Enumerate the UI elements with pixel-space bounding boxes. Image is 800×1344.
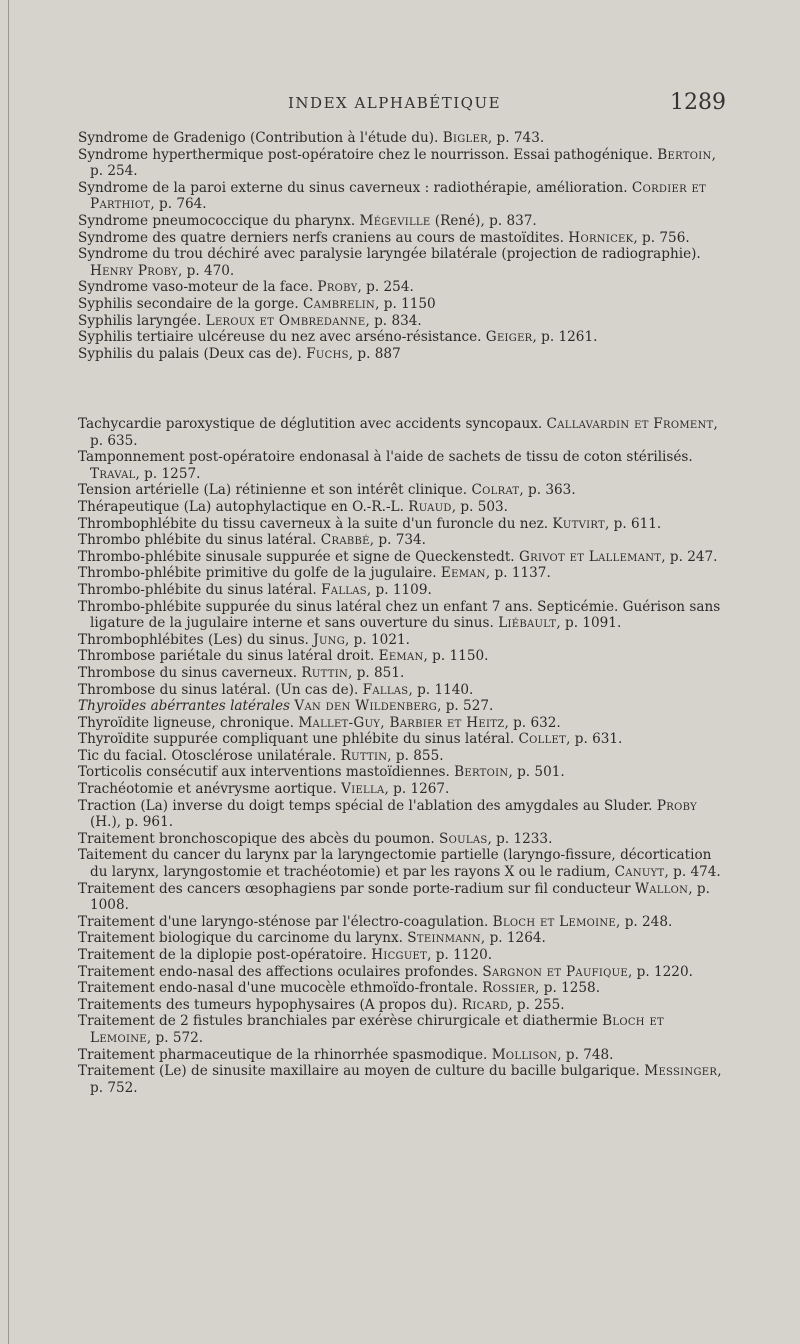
running-title: INDEX ALPHABÉTIQUE (288, 94, 502, 112)
entry-page-ref: , p. 255. (508, 996, 565, 1013)
entry-page-ref: , p. 1021. (345, 631, 410, 648)
index-entry (78, 997, 726, 1014)
entry-page-ref: , p. 752. (90, 1063, 722, 1096)
entry-page-ref: , p. 635. (90, 416, 718, 449)
entry-authors: Proby (317, 279, 358, 296)
index-entry (78, 549, 726, 566)
entry-page-ref: , p. 572. (146, 1029, 204, 1046)
entry-title: Syndrome hyperthermique post-opératoire chez le nourrisson. Essai pathogénique. (78, 146, 653, 163)
entry-title: Syphilis laryngée. (78, 312, 202, 329)
index-entry (78, 798, 726, 831)
entry-title: Thérapeutique (La) autophylactique en O.-R.-L. (78, 498, 404, 515)
entry-authors: Proby (656, 797, 697, 814)
entry-authors: Mallet-Guy, Barbier et Heitz (298, 714, 505, 731)
entry-page-ref: , p. 1267. (384, 781, 450, 798)
entry-title: Tamponnement post-opératoire endonasal à l'aide de sachets de tissu de coton stérilisés. (78, 449, 693, 466)
entry-page-ref: (René), p. 837. (430, 212, 537, 229)
entry-authors: Collet (518, 731, 567, 748)
entry-title: Syndrome vaso-moteur de la face. (78, 279, 314, 296)
entry-page-ref: (H.), p. 961. (90, 814, 174, 831)
entry-authors: Ricard (461, 996, 509, 1013)
entry-page-ref: , p. 1140. (408, 681, 474, 698)
entry-authors: Van den Wildenberg (294, 698, 438, 715)
entry-page-ref: , p. 1150. (423, 648, 489, 665)
entry-page-ref: , p. 1091. (556, 615, 622, 632)
entry-authors: Fuchs (306, 345, 349, 362)
index-entry (78, 764, 726, 781)
entry-authors: Bloch et Lemoine (90, 1013, 665, 1046)
entry-title: Thrombose du sinus latéral. (Un cas de). (78, 681, 359, 698)
entry-page-ref: , p. 834. (365, 312, 422, 329)
entry-page-ref: , p. 363. (519, 482, 576, 499)
entry-page-ref: , p. 734. (369, 532, 427, 549)
entry-page-ref: , p. 855. (387, 747, 444, 764)
entry-authors: Sargnon et Paufique (482, 963, 629, 980)
index-entry (78, 715, 726, 732)
entry-page-ref: , p. 1008. (90, 880, 710, 914)
index-entry (78, 147, 726, 180)
entry-title: Thyroïdite suppurée compliquant une phlébite du sinus latéral. (78, 731, 515, 748)
entry-page-ref: , p. 1137. (485, 565, 551, 582)
index-entry (78, 748, 726, 765)
entry-page-ref: , p. 1264. (480, 930, 546, 947)
entry-title: Tic du facial. Otosclérose unilatérale. (78, 747, 337, 764)
index-entry (78, 346, 726, 363)
entry-page-ref: , p. 254. (90, 146, 716, 180)
entry-authors: Eeman (378, 648, 424, 665)
entry-page-ref: , p. 474. (664, 864, 721, 881)
entry-title: Syphilis tertiaire ulcéreuse du nez avec arséno-résistance. (78, 329, 482, 346)
index-entry (78, 881, 726, 914)
index-entry (78, 781, 726, 798)
index-entry (78, 1013, 726, 1046)
index-entry (78, 499, 726, 516)
entry-authors: Messinger (644, 1063, 718, 1080)
index-entry (78, 1047, 726, 1064)
entry-authors: Fallas (362, 681, 409, 698)
entry-authors: Eeman (440, 565, 486, 582)
entry-title: Syndrome du trou déchiré avec paralysie laryngée bilatérale (projection de radiographie). (78, 246, 701, 263)
entry-page-ref: , p. 527. (437, 698, 494, 715)
index-entry (78, 648, 726, 665)
entry-authors: Fallas (321, 581, 367, 598)
entry-authors: Geiger (485, 329, 533, 346)
page-edge-rule (8, 0, 9, 1344)
index-entry (78, 914, 726, 931)
entry-authors: Callavardin et Froment (546, 416, 714, 432)
entry-authors: Ruttin (340, 747, 388, 764)
index-entry (78, 1063, 726, 1096)
entry-title: Thrombo-phlébite sinusale suppurée et signe de Queckenstedt. (78, 548, 515, 565)
entry-authors: Bertoin (454, 764, 509, 781)
entry-authors: Mollison (491, 1046, 558, 1063)
entry-title: Thyroïdite ligneuse, chronique. (78, 714, 294, 731)
entry-title: Traitement de 2 fistules branchiales par exérèse chirurgicale et diathermie (78, 1013, 598, 1030)
entry-authors: Mégeville (359, 212, 431, 229)
entry-authors: Liébault (498, 615, 557, 632)
entry-page-ref: , p. 611. (604, 515, 662, 532)
index-entry (78, 847, 726, 880)
entry-page-ref: , p. 1257. (135, 465, 201, 482)
entry-authors: Traval (90, 465, 136, 482)
entry-page-ref: , p. 503. (451, 498, 509, 515)
entry-authors: Leroux et Ombredanne (205, 312, 366, 329)
index-entry (78, 296, 726, 313)
entry-title: Traitement endo-nasal des affections oculaires profondes. (78, 963, 478, 980)
index-entry (78, 665, 726, 682)
entry-title: Thrombophlébite du tissu caverneux à la suite d'un furoncle du nez. (78, 515, 549, 532)
index-entry (78, 980, 726, 997)
entry-title: Torticolis consécutif aux interventions mastoïdiennes. (78, 764, 450, 781)
index-entry (78, 731, 726, 748)
entry-title: Syphilis secondaire de la gorge. (78, 295, 299, 312)
page-number: 1289 (670, 90, 726, 115)
entry-page-ref: , p. 632. (504, 714, 561, 731)
entry-authors: Wallon (635, 880, 689, 897)
index-entry (78, 213, 726, 230)
entry-authors: Cordier et Parthiot (90, 179, 707, 213)
entry-title: Traitement bronchoscopique des abcès du poumon. (78, 830, 435, 847)
index-entry (78, 313, 726, 330)
entry-authors: Crabbé (320, 532, 370, 549)
entry-authors: Rossier (482, 980, 536, 997)
entry-authors: Colrat (471, 482, 520, 499)
entry-authors: Kutvirt (552, 515, 605, 532)
entry-authors: Hornicek (568, 229, 634, 246)
entry-title: Traitement de la diplopie post-opératoire. (78, 947, 367, 963)
entry-authors: Ruaud (408, 498, 452, 515)
entry-authors: Soulas (439, 830, 488, 847)
entry-authors: Ruttin (301, 664, 349, 681)
entry-title: Traitement des cancers œsophagiens par sonde porte-radium sur fil conducteur (78, 880, 631, 897)
entry-authors: Grivot et Lallemant (518, 548, 662, 565)
index-entry (78, 930, 726, 947)
index-entry (78, 947, 726, 964)
entry-title: Thrombophlébites (Les) du sinus. (78, 631, 309, 648)
entry-title: Traitement biologique du carcinome du larynx. (78, 930, 403, 947)
entry-title: Traitement endo-nasal d'une mucocèle ethmoïdo-frontale. (78, 980, 478, 997)
entry-authors: Jung (313, 631, 346, 648)
entry-authors: Henry Proby (90, 262, 178, 279)
entry-title: Syndrome de la paroi externe du sinus caverneux : radiothérapie, amélioration. (78, 179, 628, 196)
entry-title: Syndrome pneumococcique du pharynx. (78, 212, 356, 229)
entry-authors: Canuyt (614, 864, 665, 881)
entry-page-ref: , p. 748. (557, 1046, 614, 1063)
entry-page-ref: , p. 851. (348, 664, 405, 681)
index-entry (78, 279, 726, 296)
index-entry (78, 516, 726, 533)
index-entry (78, 230, 726, 247)
entry-title: Thrombose du sinus caverneux. (78, 664, 298, 681)
entry-title: Traction (La) inverse du doigt temps spécial de l'ablation des amygdales au Sluder. (78, 797, 653, 814)
entry-page-ref: , p. 470. (178, 262, 235, 279)
entry-page-ref: , p. 1261. (532, 329, 598, 346)
index-entry (78, 180, 726, 213)
entry-title: Taitement du cancer du larynx par la laryngectomie partielle (laryngo-fissure, décortication du larynx, laryngostomie et trachéotomie) et par les rayons X ou le radium, (78, 847, 712, 881)
entry-page-ref: , p. 501. (508, 764, 565, 781)
entry-page-ref: , p. 887 (348, 345, 401, 362)
entry-title: Traitement (Le) de sinusite maxillaire au moyen de culture du bacille bulgarique. (78, 1063, 640, 1080)
entry-page-ref: , p. 1109. (366, 581, 432, 598)
index-section-t (78, 416, 726, 1096)
index-entry (78, 831, 726, 848)
page-header (0, 90, 800, 120)
entry-title: Tension artérielle (La) rétinienne et son intérêt clinique. (78, 482, 468, 499)
entry-title: Trachéotomie et anévrysme aortique. (78, 781, 337, 798)
entry-page-ref: , p. 756. (633, 229, 690, 246)
entry-title: Thrombose pariétale du sinus latéral droit. (78, 648, 375, 665)
entry-authors: Bloch et Lemoine (492, 913, 617, 930)
index-entry (78, 416, 726, 449)
entry-title: Thrombo-phlébite du sinus latéral. (78, 581, 317, 598)
index-entry (78, 449, 726, 482)
entry-title: Thrombo phlébite du sinus latéral. (78, 532, 317, 549)
entry-page-ref: , p. 1220. (628, 963, 693, 980)
entry-title: Syndrome de Gradenigo (Contribution à l'étude du). (78, 130, 439, 146)
entry-page-ref: , p. 631. (566, 731, 623, 748)
index-entry (78, 599, 726, 632)
entry-title: Tachycardie paroxystique de déglutition avec accidents syncopaux. (78, 416, 543, 432)
entry-title: Thrombo-phlébite primitive du golfe de la jugulaire. (78, 565, 437, 582)
index-entry (78, 582, 726, 599)
entry-title: Traitements des tumeurs hypophysaires (A propos du). (78, 996, 458, 1013)
index-entry (78, 565, 726, 582)
entry-title: Traitement pharmaceutique de la rhinorrhée spasmodique. (78, 1046, 488, 1063)
index-entry (78, 632, 726, 649)
entry-page-ref: , p. 1233. (487, 830, 553, 847)
index-entry (78, 482, 726, 499)
entry-authors: Cambrelin (303, 295, 376, 312)
entry-page-ref: , p. 1150 (375, 295, 436, 312)
index-section-s (78, 130, 726, 362)
entry-authors: Steinmann (407, 930, 481, 947)
index-entry (78, 246, 726, 279)
entry-title: Syndrome des quatre derniers nerfs craniens au cours de mastoïdites. (78, 229, 564, 246)
entry-page-ref: , p. 1258. (535, 980, 601, 997)
entry-page-ref: , p. 764. (150, 196, 207, 213)
entry-title: Traitement d'une laryngo-sténose par l'électro-coagulation. (78, 913, 489, 930)
entry-page-ref: , p. 248. (616, 913, 673, 930)
entry-page-ref: , p. 1120. (427, 947, 493, 963)
entry-authors: Bertoin (657, 146, 712, 163)
entry-authors: Viella (341, 781, 385, 798)
entry-authors: Hicguet (371, 947, 428, 963)
index-entry (78, 130, 726, 147)
entry-page-ref: , p. 743. (487, 130, 545, 146)
index-entry (78, 698, 726, 715)
entry-title: Thyroïdes abérrantes latérales (78, 698, 291, 715)
index-entry (78, 682, 726, 699)
entry-page-ref: , p. 254. (357, 279, 414, 296)
entry-authors: Bigler (442, 130, 488, 146)
index-entry (78, 329, 726, 346)
entry-title: Syphilis du palais (Deux cas de). (78, 345, 302, 362)
index-entry (78, 964, 726, 981)
index-entry (78, 532, 726, 549)
entry-page-ref: , p. 247. (661, 548, 718, 565)
entry-title: Thrombo-phlébite suppurée du sinus latéral chez un enfant 7 ans. Septicémie. Guérison sans ligature de la jugulaire interne et sans ouverture du sinus. (78, 598, 721, 632)
